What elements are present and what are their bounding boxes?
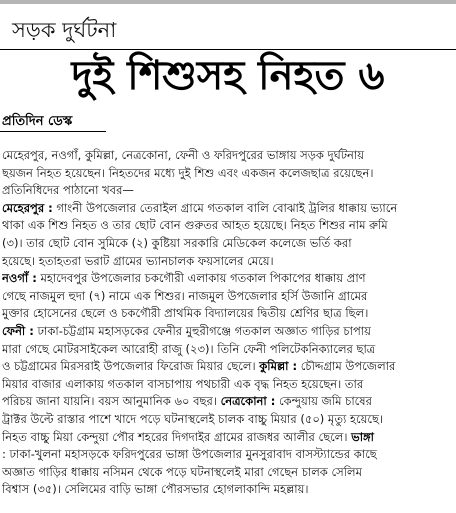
body-line [2, 323, 454, 341]
section-kicker: সড়ক দুর্ঘটনা [12, 18, 117, 42]
body-line [2, 305, 454, 323]
body-text: মহাদেবপুর উপজেলার চকগৌরী এলাকায় গতকাল পিকাপের ধাক্কায় প্রাণ [36, 271, 366, 286]
body-line [2, 235, 454, 253]
body-line [2, 446, 454, 464]
body-text: মিয়ার বাজার এলাকায় গতকাল বাসচাপায় পথচারী এক বৃদ্ধ নিহত হয়েছেন। তার [2, 376, 364, 391]
body-line [2, 481, 454, 499]
body-line [2, 253, 454, 271]
location-label: কুমিল্লা : [259, 359, 298, 374]
body-text: প্রতিনিধিদের পাঠানো খবর— [2, 183, 134, 198]
body-text: মেহেরপুর, নওগাঁ, কুমিল্লা, নেত্রকোনা, ফেনী ও ফরিদপুরের ভাঙ্গায় সড়ক দুর্ঘটনায় [2, 148, 365, 162]
body-text: চৌদ্দগ্রাম উপজেলার [297, 359, 396, 374]
body-line [2, 358, 454, 376]
body-text: কেন্দুয়ায় জমি চাষের [275, 394, 372, 409]
body-line [2, 411, 454, 429]
body-text: অজ্ঞাত গাড়ির ধাক্কায় নসিমন থেকে পড়ে ঘটনাস্থলেই মারা গেছেন চালক সেলিম [2, 464, 363, 479]
body-line [2, 217, 454, 235]
body-text: থাকা এক শিশু নিহত ও তার ছোট বোন গুরুতর আহত হয়েছে। নিহত শিশুর নাম রুমি [2, 218, 388, 233]
body-text: মুক্তার হোসেনের ছেলে ও চকগৌরী প্রাথমিক বিদ্যালয়ের দ্বিতীয় শ্রেণির ছাত্র ছিল। [2, 306, 369, 321]
body-line [2, 182, 454, 200]
body-text: ঢাকা-চট্টগ্রাম মহাসড়কের ফেনীর মুহুরীগঞ্জে গতকাল অজ্ঞাত গাড়ির চাপায় [33, 323, 371, 338]
body-line [2, 376, 454, 394]
body-line [2, 200, 454, 218]
byline-underline [0, 131, 106, 132]
body-text: পরিচয় জানা যায়নি। বয়স আনুমানিক ৬০ বছর। [2, 394, 221, 409]
location-label: নেত্রকোনা : [220, 394, 276, 409]
body-text: : ঢাকা-খুলনা মহাসড়কে ফরিদপুরের ভাঙ্গা উপজেলার মুনসুরাবাদ বাসস্ট্যান্ডের কাছে [2, 447, 377, 462]
body-line [2, 464, 454, 482]
body-text: ও চট্টগ্রামের মিরসরাই উপজেলার ফিরোজ মিয়ার ছেলে। [2, 359, 260, 374]
location-label: ভাঙ্গা [351, 429, 375, 444]
location-label: ফেনী : [2, 323, 34, 338]
body-text: হয়েছে। হতাহতরা ভরাট গ্রামের ভ্যানচালক ফয়সালের মেয়ে। [2, 253, 274, 268]
body-line [2, 393, 454, 411]
top-border [0, 0, 456, 4]
body-text: (৩)। তার ছোট বোন সুমিকে (২) কুষ্টিয়া সরকারি মেডিকেল কলেজে ভর্তি করা [2, 235, 352, 250]
location-label: মেহেরপুর : [2, 200, 53, 215]
body-line [2, 165, 454, 183]
body-line [2, 270, 454, 288]
body-text: গাংনী উপজেলার তেরাইল গ্রামে গতকাল বালি বোঝাই ট্রলির ধাক্কায় ভ্যানে [52, 200, 398, 215]
body-text: ট্রাক্টর উল্টে রাস্তার পাশে খাদে পড়ে ঘটনাস্থলেই চালক বাচ্চু মিয়ার (৫০) মৃত্যু হয়েছে। [2, 411, 384, 426]
body-text: গেছে নাজমুল হুদা (৭) নামে এক শিশুর। নাজমুল উপজেলার হর্সি উজানি গ্রামের [2, 288, 368, 303]
kicker-divider [0, 49, 456, 50]
headline: দুই শিশুসহ নিহত ৬ [71, 53, 385, 99]
byline: প্রতিদিন ডেস্ক [2, 114, 73, 129]
body-line [2, 288, 454, 306]
body-line [2, 341, 454, 359]
body-text: ছয়জন নিহত হয়েছেন। নিহতদের মধ্যে দুই শিশু এবং একজন কলেজছাত্র রয়েছেন। [2, 165, 374, 180]
location-label: নওগাঁ : [2, 271, 37, 286]
body-text: নিহত বাচ্চু মিয়া কেন্দুয়া পৌর শহরের দিগদাইর গ্রামের রাজধর আলীর ছেলে। [2, 429, 352, 444]
body-line [2, 147, 454, 165]
body-text: মারা গেছে মোটরসাইকেল আরোহী রাজু (২৩)। তিনি ফেনী পলিটেকনিক্যালের ছাত্র [2, 341, 376, 356]
body-line [2, 429, 454, 447]
article-body [2, 147, 454, 499]
body-text: বিশ্বাস (৩৫)। সেলিমের বাড়ি ভাঙ্গা পৌরসভার হোগলাকান্দি মহল্লায়। [2, 482, 309, 497]
